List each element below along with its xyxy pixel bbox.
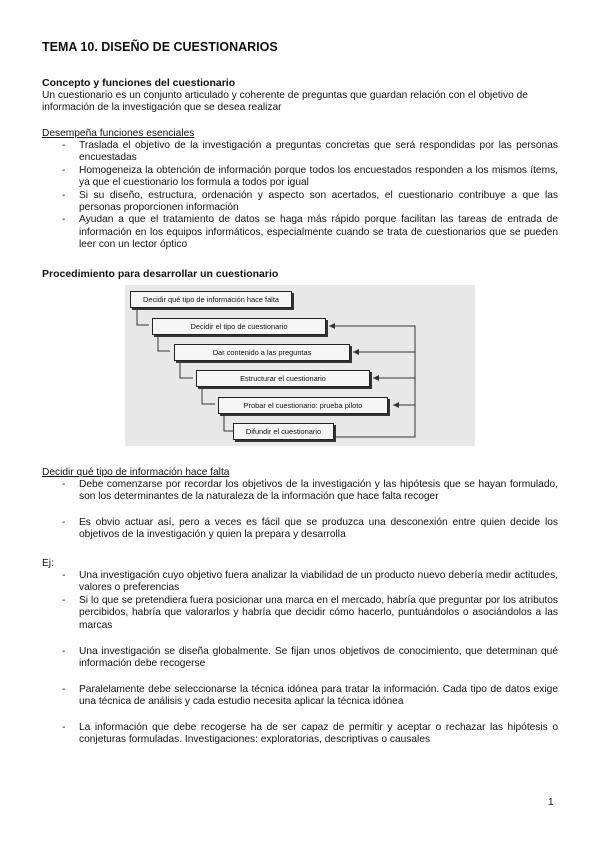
list-item: - La información que debe recogerse ha de ser capaz de permitir y aceptar o rechazar las hipótesis o conjeturas formuladas. Investigaciones: exploratorias, descriptivas o causales — [60, 722, 558, 747]
list-item: - Una investigación cuyo objetivo fuera analizar la viabilidad de un producto nuevo debería medir actitudes, valores o preferencias — [60, 570, 558, 595]
arrow-head-icon — [329, 323, 335, 329]
page-title: TEMA 10. DISEÑO DE CUESTIONARIOS — [42, 40, 278, 54]
list-item: - Si lo que se pretendiera fuera posicionar una marca en el mercado, habría que preguntar por los atributos percibidos, habría que valorarlos y habría que decidir cómo hacerlo, puntuándolos o asociándolos a las marcas — [60, 595, 558, 632]
flow-step-3: Dar contenido a las preguntas — [174, 344, 350, 361]
connector-line — [202, 386, 215, 404]
connector-line — [158, 333, 170, 351]
concept-text: Un cuestionario es un conjunto articulado y coherente de preguntas que guardan relación con el objetivo de información de la investigación que se desea realizar — [42, 90, 528, 114]
list-item: - Debe comenzarse por recordar los objetivos de la investigación y las hipótesis que se hayan formulado, son los determinantes de la naturaleza de la información que hace falta recoger — [60, 479, 558, 504]
connector-line — [224, 412, 233, 431]
procedure-flowchart — [125, 285, 475, 446]
flow-step-1: Decidir qué tipo de información hace falta — [130, 291, 292, 308]
example-label: Ej: — [42, 558, 54, 569]
arrow-head-icon — [393, 402, 399, 408]
list-item: - Ayudan a que el tratamiento de datos se haga más rápido porque facilitan las tareas de entrada de información en los equipos informáticos, especialmente cuando se trata de cuestionarios que se pueden leer con un lector óptico — [60, 214, 558, 251]
connector-line — [137, 307, 149, 325]
flow-step-5: Probar el cuestionario: prueba piloto — [218, 397, 388, 414]
flow-step-2: Decidir el tipo de cuestionario — [152, 318, 326, 335]
flowchart-connectors — [125, 285, 475, 446]
list-item: - Una investigación se diseña globalmente. Se fijan unos objetivos de conocimiento, que determinan qué información debe recogerse — [60, 646, 558, 671]
flow-step-6: Difundir el cuestionario — [233, 423, 334, 440]
example-more-list — [60, 646, 558, 759]
procedure-heading: Procedimiento para desarrollar un cuestionario — [42, 268, 279, 280]
concept-heading: Concepto y funciones del cuestionario — [42, 77, 236, 89]
list-item: - Homogeneiza la obtención de información porque todos los encuestados responden a los mismos ítems, ya que el cuestionario los formula a todos por igual — [60, 165, 558, 190]
list-item: - Paralelamente debe seleccionarse la técnica idónea para tratar la información. Cada tipo de datos exige una técnica de análisis y cada estudio necesita aplicar la técnica idónea — [60, 684, 558, 709]
decide-list — [60, 479, 558, 555]
functions-list — [60, 140, 558, 252]
arrow-head-icon — [353, 349, 359, 355]
functions-heading: Desempeña funciones esenciales — [42, 128, 195, 139]
example-list — [60, 570, 558, 632]
flow-step-4: Estructurar el cuestionario — [196, 370, 370, 387]
decide-heading: Decidir qué tipo de información hace falta — [42, 467, 230, 478]
list-item: - Es obvio actuar así, pero a veces es fácil que se produzca una desconexión entre quien decide los objetivos de la investigación y quien la prepara y desarrolla — [60, 517, 558, 542]
list-item: - Si su diseño, estructura, ordenación y aspecto son acertados, el cuestionario contribuye a que las personas proporcionen información — [60, 190, 558, 215]
list-item: - Traslada el objetivo de la investigación a preguntas concretas que será respondidas por las personas encuestadas — [60, 140, 558, 165]
connector-line — [180, 359, 193, 378]
arrow-head-icon — [373, 375, 379, 381]
page-number: 1 — [548, 797, 554, 808]
